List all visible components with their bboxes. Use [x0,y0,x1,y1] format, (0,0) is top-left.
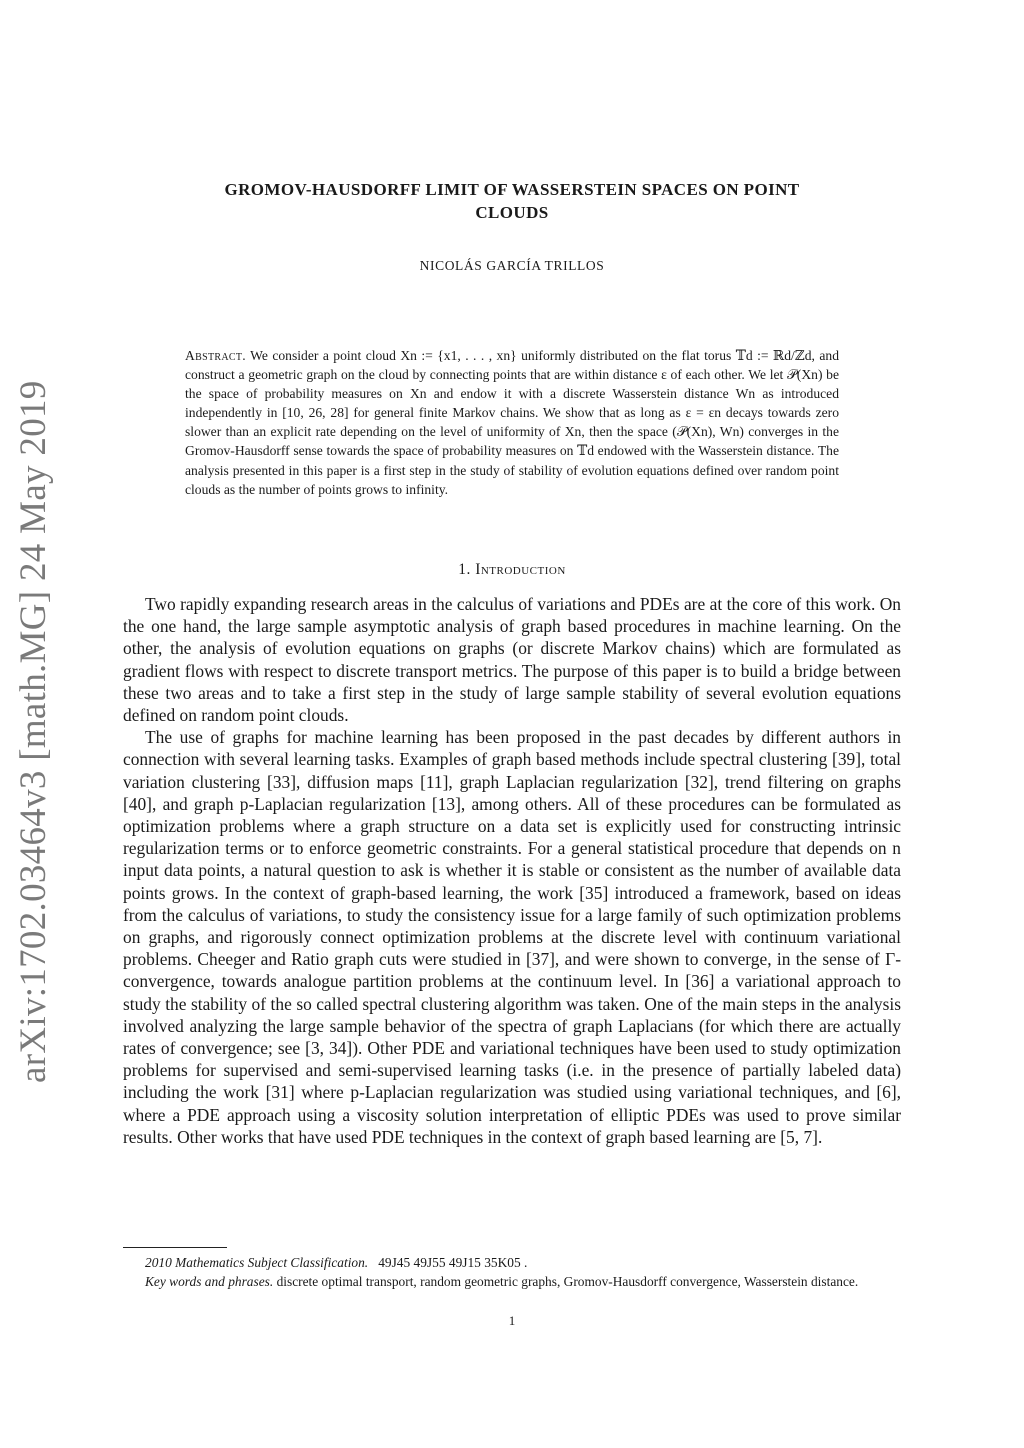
footnotes-block [123,1254,901,1291]
abstract-label: Abstract. [185,348,246,363]
msc-label: 2010 Mathematics Subject Classification. [145,1255,369,1270]
page-number: 1 [508,1313,516,1328]
msc-footnote [123,1254,901,1273]
msc-codes: 49J45 49J55 49J15 35K05 . [378,1255,528,1270]
body-paragraph: The use of graphs for machine learning has been proposed in the past decades by different authors in connection with several learning tasks. Examples of graph based methods include spectral clustering [39], total variation clustering [33], diffusion maps [11], graph Laplacian regularization [32], trend filtering on graphs [40], and graph p-Laplacian regularization [13], among others. All of these procedures can be formulated as optimization problems where a graph structure on a data set is explicitly used for constructing intrinsic regularization terms or to enforce geometric constraints. For a general statistical procedure that depends on n input data points, a natural question to ask is whether it is stable or consistent as the number of available data points grows. In the context of graph-based learning, the work [35] introduced a framework, based on ideas from the calculus of variations, to study the consistency issue for a large family of such optimization problems on graphs, and rigorously connect optimization problems at the discrete level with continuum variational problems. Cheeger and Ratio graph cuts were studied in [37], and were shown to converge, in the sense of Γ-convergence, towards analogue partition problems at the continuum level. In [36] a variational approach to study the stability of the so called spectral clustering algorithm was taken. One of the main steps in the analysis involved analyzing the large sample behavior of the spectra of graph Laplacians (for which there are actually rates of convergence; see [3, 34]). Other PDE and variational techniques have been used to study optimization problems for supervised and semi-supervised learning tasks (i.e. in the presence of partially labeled data) including the work [31] where p-Laplacian regularization was studied using variational techniques, and [6], where a PDE approach using a viscosity solution interpretation of elliptic PDEs was used to prove similar results. Other works that have used PDE techniques in the context of graph based learning are [5, 7]. [123,727,901,1147]
introduction-body [123,593,901,1148]
author-name: NICOLÁS GARCÍA TRILLOS [419,258,605,273]
arxiv-identifier-stamp: arXiv:1702.03464v3 [math.MG] 24 May 2019 [13,380,54,1083]
body-paragraph: Two rapidly expanding research areas in the calculus of variations and PDEs are at the core of this work. On the one hand, the large sample asymptotic analysis of graph based procedures in machine learning. On the other, the analysis of evolution equations on graphs (or discrete Markov chains) which are formulated as gradient flows with respect to discrete transport metrics. The purpose of this paper is to build a bridge between these two areas and to take a first step in the study of large sample stability of several evolution equations defined on random point clouds. [123,594,901,726]
keywords-label: Key words and phrases. [145,1273,274,1289]
title-line-2: CLOUDS [475,203,549,222]
title-line-1: GROMOV-HAUSDORFF LIMIT OF WASSERSTEIN SPACES ON POINT [224,180,800,199]
abstract-text: We consider a point cloud Xn := {x1, . . . , xn} uniformly distributed on the flat torus 𝕋d := ℝd/ℤd, and construct a geometric graph on the cloud by connecting points that are within distance ε of each other. We let 𝒫(Xn) be the space of probability measures on Xn and endow it with a discrete Wasserstein distance Wn as introduced independently in [10, 26, 28] for general finite Markov chains. We show that as long as ε = εn decays towards zero slower than an explicit rate depending on the level of uniformity of Xn, then the space (𝒫(Xn), Wn) converges in the Gromov-Hausdorff sense towards the space of probability measures on 𝕋d endowed with the Wasserstein distance. The analysis presented in this paper is a first step in the study of stability of evolution equations defined over random point clouds as the number of points grows to infinity. [185,348,840,497]
paper-title [120,178,904,224]
keywords-text: discrete optimal transport, random geometric graphs, Gromov-Hausdorff convergence, Wasserstein distance. [276,1273,859,1289]
footnote-divider [123,1247,227,1248]
keywords-footnote [123,1273,901,1292]
section-heading-introduction: 1. Introduction [458,561,566,578]
abstract-block [185,346,839,499]
